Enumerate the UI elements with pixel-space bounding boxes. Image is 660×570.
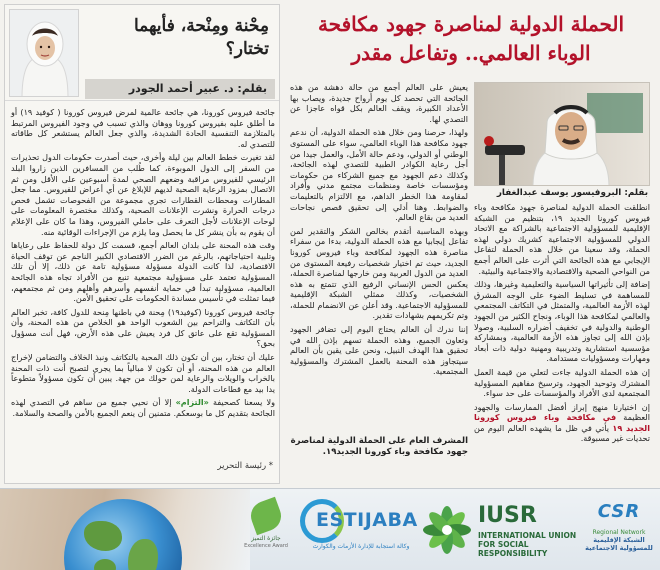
estijaba-subtitle: وكالة استجابة للإدارة الأزمات والكوارث xyxy=(312,543,410,550)
opinion-closing-prefix: ولا يسعنا كصحيفة xyxy=(213,397,275,408)
article-title-line2: الوباء العالمي.. وتفاعل مقدر xyxy=(351,41,591,65)
iusr-subtitle xyxy=(478,531,578,558)
woman-portrait-icon xyxy=(10,10,79,97)
opinion-title-line2: تختار؟ xyxy=(225,38,269,59)
leaf-icon xyxy=(247,497,285,535)
article-title xyxy=(290,10,652,68)
article-paragraph: وبهذه المناسبة أتقدم بخالص الشكر والتقدير لمن تفاعل إيجابيا مع هذه الحملة الدولية، بدءا من سفراء مناصرة هذه الجهود لمكافحة وباء فيروس كورونا الجديد، حيث تم اختيار شخصيات رفيعة المستوى من العديد من الدول العربية ومن خارجها لمناصرة الحملة، يعكس الحس الإنساني الرفيع الذي تتمتع به هذه الشخصيات، وكذلك ممثلي الشبكة الإقليمية للمسؤولية الاجتماعية. وقد أعلن عن الانضمام للحملة، وتم تكريمهم بشهادات تقدير. xyxy=(290,225,468,321)
continent-shape xyxy=(84,521,122,551)
opinion-signature: * رئيسة التحرير xyxy=(217,461,273,471)
opinion-paragraph: عليك أن تختار، بين أن تكون ذلك المحبة بالتكاتف ونبذ الخلاف والتضامن لإخراج العالم من هذه المحنة، أو أن تكون لا مبالياً بما يجري لتصبح أنت ذات المحنة بالخراب والويلات والرعاية لمن حولك من جهة. يبين أن تكون مسؤولاً متطوعاً يدا بيد مع قطاعات الدولة. xyxy=(11,352,275,394)
opinion-paragraph: جائحة فيروس كورونا، هي جائحة عالمية لمرض فيروس كورونا ( كوفيد ١٩) أو ما أطلق عليه بفيروس كورونا ووهان والذي تسبب في وجود الفيروس المرتبط بالمتلازمة التنفسية الحادة الشديدة، والذي جعل العالم يستشعر كل طاقاته للتصدي له. xyxy=(11,107,275,149)
globe-icon xyxy=(64,499,182,570)
opinion-paragraph: لقد تغيرت خطط العالم بين ليلة وأخرى، حيث أصدرت حكومات الدول تحذيرات من السفر إلى الدول الموبوءة، كما طُلب من المسافرين الذين زاروا البلد الرئيسي للفيروس مراقبة وضعهم الصحي لمدة أسبوعين على الأقل ومن ثم الاتصال بمزود الرعاية الصحية لديهم للإبلاغ عن أي أعراض للفيروس. مما جعل المطارات ومحطات القطارات تجري مجموعة من الفحوصات تشمل فحص درجات الحرارة ونشرت الإعلانات الصحية، وكذلك مختصرة المعلومات على لوحات الإعلانات لأجل التعرف على حاملي الفيروس، وهذا ما كان على الإعلام أن يقوم به بأن ينشر كل ما يحصل وما يلزم من الإجراءات الوقائية منه. xyxy=(11,152,275,237)
article-body-left xyxy=(290,82,468,380)
opinion-paragraph: جائحة فيروس كورونا (كوفيد١٩) مِحنة في باطنها مِنحة للدول كافة، تخبر العالم بأن التكاتف والتراحم بين الشعوب الواحد هو الخلاص من هذه المحنة، وأن المسؤولية تقع على عاتق كل فرد يعيش على هذه الأرض، فهل أنت مسؤول بحق؟ xyxy=(11,306,275,349)
article-closing-prefix: إن اختيارنا منهج إبراز أفضل الممارسات والجهود العظيمة xyxy=(474,401,650,423)
excellence-award-name-en: Excellence Award xyxy=(244,543,288,549)
opinion-title-line1: مِحْنة ومِنْحة، فأيهما xyxy=(133,16,269,36)
csr-name-ar: الشبكة الإقليمية للمسؤولية الاجتماعية xyxy=(585,536,653,552)
opinion-column xyxy=(4,4,280,484)
iusr-logo xyxy=(420,497,576,563)
opinion-closing xyxy=(11,397,275,418)
excellence-award-logo xyxy=(236,497,296,563)
iusr-subtitle-line2: FOR SOCIAL RESPONSIBILITY xyxy=(478,540,548,558)
estijaba-name: ESTIJABA xyxy=(316,509,418,531)
opinion-title xyxy=(84,15,269,61)
iusr-subtitle-line1: INTERNATIONAL UNION xyxy=(478,531,577,540)
opinion-closing-highlight: «التزام» xyxy=(175,397,209,408)
article-paragraph: إضافة إلى تأثيراتها السياسية والتعليمية وغيرها، وذلك للمساهمة في تسليط الضوء على الوجه المشرق لهذه الأزمة العالمية، والمتمثل في التكاتف المجتمعي والعالمي لمكافحة هذا الوباء، ونجاح الكثير من الجهود الوطنية والدولية في تخفيف أضراره السلبية، وصولا بإذن الله إلى تجاوز هذه الأزمة العالمية، وبمشاركة مؤسسية استشارية وتدريبية ومهنية دولية ذات أبعاد ومهارات ومسؤوليات مستدامة. xyxy=(474,279,650,364)
opinion-closing-rest: إلا أن نحيي جميع من ساهم في التصدي لهذه الجائحة بتقديم كل ما بوسعكم. متمنين أن ينعم الجميع بالأمن والصحة والسلامة. xyxy=(11,397,275,419)
article-paragraph: يعيش على العالم أجمع من حالة دهشة من هذه الجائحة التي تحصد كل يوم أرواح جديدة، ويصاب بها الأعداد الكبيرة، ويقف العالم بكل قواه عاجزا عن التصدي لها. xyxy=(290,82,468,124)
article-closing xyxy=(474,402,650,444)
hands-image xyxy=(0,489,250,570)
flower-emblem-icon xyxy=(422,505,472,555)
continent-shape xyxy=(128,539,158,570)
continent-shape xyxy=(94,559,116,570)
opinion-body xyxy=(11,107,275,422)
opinion-byline: بقلم: د. عبير أحمد الجودر xyxy=(85,79,275,99)
estijaba-logo xyxy=(300,497,416,563)
opinion-header xyxy=(5,5,279,101)
article-title-line1: الحملة الدولية لمناصرة جهود مكافحة xyxy=(317,12,625,36)
author-photo-abeer xyxy=(9,9,79,97)
csr-mark: CSR xyxy=(597,501,641,522)
sponsor-banner xyxy=(0,488,660,570)
article-author-byline: بقلم: البروفيسور يوسف عبدالغفار xyxy=(496,188,648,198)
author-photo-yousef xyxy=(474,82,650,186)
csr-network-logo xyxy=(582,497,656,563)
article-paragraph: ولهذا، حرصنا ومن خلال هذه الحملة الدولية، أن ندعم جهود مكافحة هذا الوباء العالمي، سواء على المستوى الوطني أو الدولي، ودعم حالة الأمل، والعمل جيدا من أجل رعاية الكوادر الطبية للتصدي لهذه الجائحة، وكذلك دعم الجهود مع جميع الشركاء من حكومات ومؤسسات خاصة ومنظمات مجتمع مدني وأفراد لمقاومة هذا الخطر الداهم، مع الالتزام بالتعليمات والضوابط. وهنا أدلي إلى تحقيق قصص نجاحات العديد من بقاع العالم. xyxy=(290,127,468,223)
opinion-paragraph: وقت هذه المحنة على بلدان العالم أجمع، قسمت كل دولة للحفاظ على رعاياها وتلبية احتياجاتهم، بالرغم من الضرر الاقتصادي الكبير الناجم عن توقف الحياة الاقتصادية، لذا كانت الدولة مسؤولة مسؤولية تامة عن ذلك، إلا أن تلك المسؤولية تعتمد على مسؤولية مجتمعية تنبع من الأفراد تجاه هذه الجائحة العالمية، مسؤولية تبدأ في حماية أنفسهم وأسرهم وأهلهم ومن ثم مجتمعهم، فيما تمثلت في تأسيس مساندة الحكومات على تحقيق الأمن. xyxy=(11,240,275,304)
man-at-podium-icon xyxy=(475,83,650,186)
article-body-right xyxy=(474,202,650,447)
article-signature: المشرف العام على الحملة الدولية لمناصرة جهود مكافحة وباء كورونا الجديد١٩. xyxy=(290,436,468,457)
csr-name-en: Regional Network xyxy=(592,529,646,536)
article-closing-highlight: في مكافحة وباء فيروس كورونا الجديد ١٩ xyxy=(474,412,650,433)
article-column xyxy=(286,4,656,484)
excellence-award-name-ar: جائزة التميز xyxy=(251,535,281,542)
article-paragraph: انطلقت الحملة الدولية لمناصرة جهود مكافحة وباء فيروس كورونا الجديد ١٩، بتنظيم من الشبكة الإقليمية للمسؤولية الاجتماعية بالشراكة مع الاتحاد الدولي للمسؤولية الاجتماعية كشريك دولي لهذه الحملة، وقد سعينا من خلال هذه الحملة لتفاعل الإيجابي مع هذه الجائحة التي أثرت على العالم أجمع من النواحي الصحية والاقتصادية والاجتماعية والبيئية. xyxy=(474,202,650,276)
article-paragraph: إن هذه الحملة الدولية جاءت لتعلي من قيمة العمل المشترك وتوحيد الجهود، وترسيخ مفاهيم المسؤولية المجتمعية لدى الأفراد والمؤسسات على حد سواء. xyxy=(474,366,650,399)
article-paragraph: إننا ندرك أن العالم يحتاج اليوم إلى تضافر الجهود وتعاون الجميع، وهذه الحملة تسهم بإذن الله في تحقيق هذا الهدف النبيل، ونحن على يقين بأن العالم سيتجاوز هذه المحنة بالعمل المشترك والمسؤولية المجتمعية. xyxy=(290,324,468,377)
article-closing-rest: يأتي في ظل ما يشهده العالم اليوم من تحديات غير مسبوقة. xyxy=(474,422,650,444)
iusr-name: IUSR xyxy=(478,503,537,528)
